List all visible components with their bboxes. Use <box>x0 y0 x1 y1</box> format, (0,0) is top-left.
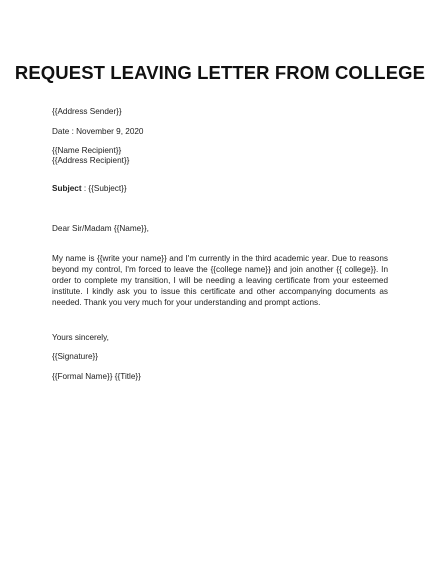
subject-label: Subject <box>52 184 82 193</box>
signature: {{Signature}} <box>52 352 98 361</box>
date-line: Date : November 9, 2020 <box>52 127 144 136</box>
address-sender: {{Address Sender}} <box>52 107 122 116</box>
closing: Yours sincerely, <box>52 333 109 342</box>
letter-body: My name is {{write your name}} and I'm currently in the third academic year. Due to reasons beyond my control, I'm forced to leave the {{college name}} and join another {{ college}}. In order to complete my transition, I will be needing a leaving certificate from your esteemed institute. I kindly ask you to issue this certificate and other accompanying documents as needed. Thank you very much for your understanding and prompt actions. <box>52 254 388 307</box>
formal-name: {{Formal Name}} {{Title}} <box>52 372 141 381</box>
name-recipient: {{Name Recipient}} <box>52 146 122 155</box>
document-title: REQUEST LEAVING LETTER FROM COLLEGE <box>14 62 426 83</box>
address-recipient: {{Address Recipient}} <box>52 156 130 165</box>
subject-line <box>52 184 127 194</box>
subject-value: : {{Subject}} <box>81 184 127 193</box>
salutation: Dear Sir/Madam {{Name}}, <box>52 224 149 233</box>
